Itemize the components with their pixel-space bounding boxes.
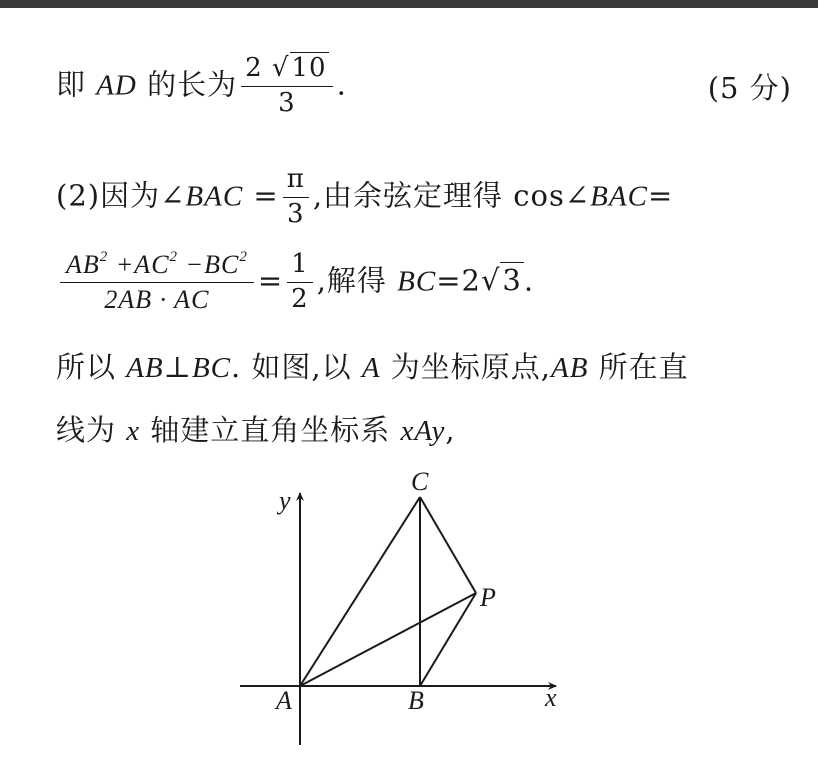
text-middle: 的长为 — [136, 67, 238, 102]
score-label: (5 分) — [707, 71, 792, 105]
fraction-cosine: $\frac{AB^2 +AC^2 -BC^2}{2AB \cdot AC}$ — [60, 250, 254, 315]
sqrt-10: √10 — [271, 53, 327, 83]
label-b: B — [408, 686, 424, 715]
angle-symbol: ∠ — [160, 178, 186, 213]
label-y: y — [279, 486, 291, 515]
segment-ap — [300, 593, 476, 686]
text-prefix: 即 — [56, 67, 97, 102]
label-p: P — [480, 583, 496, 612]
num-coef: 2 — [245, 53, 263, 83]
fraction-pi-3: $\frac{\pi}{3}$ — [283, 165, 309, 230]
label-x: x — [545, 683, 557, 712]
line-angle-bac: (2)因为∠BAC = $\frac{\pi}{3}$ ,由余弦定理得 cos∠BAC= — [56, 164, 674, 229]
label-a: A — [276, 686, 292, 715]
line-ad-length: 即 AD 的长为 $\frac{2 √10}{3}$ . — [56, 53, 347, 118]
den-3: 3 — [278, 87, 296, 118]
line-coordinate-system: 线为 x 轴建立直角坐标系 xAy, — [56, 413, 456, 447]
line-perpendicular: 所以 AB⊥BC. 如图,以 A 为坐标原点,AB 所在直 — [56, 350, 689, 384]
sqrt-3: √3 — [480, 263, 522, 298]
line-cosine-law: $\frac{AB^2 +AC^2 -BC^2}{2AB \cdot AC}$ = $\frac{1}{2}$ ,解得 BC=2√3. — [56, 250, 534, 315]
fraction-one-half: $\frac{1}{2}$ — [287, 250, 313, 315]
segment-cp — [420, 497, 476, 593]
var-ad: AD — [96, 69, 137, 102]
segment-ac — [300, 497, 420, 686]
label-c: C — [411, 467, 429, 496]
